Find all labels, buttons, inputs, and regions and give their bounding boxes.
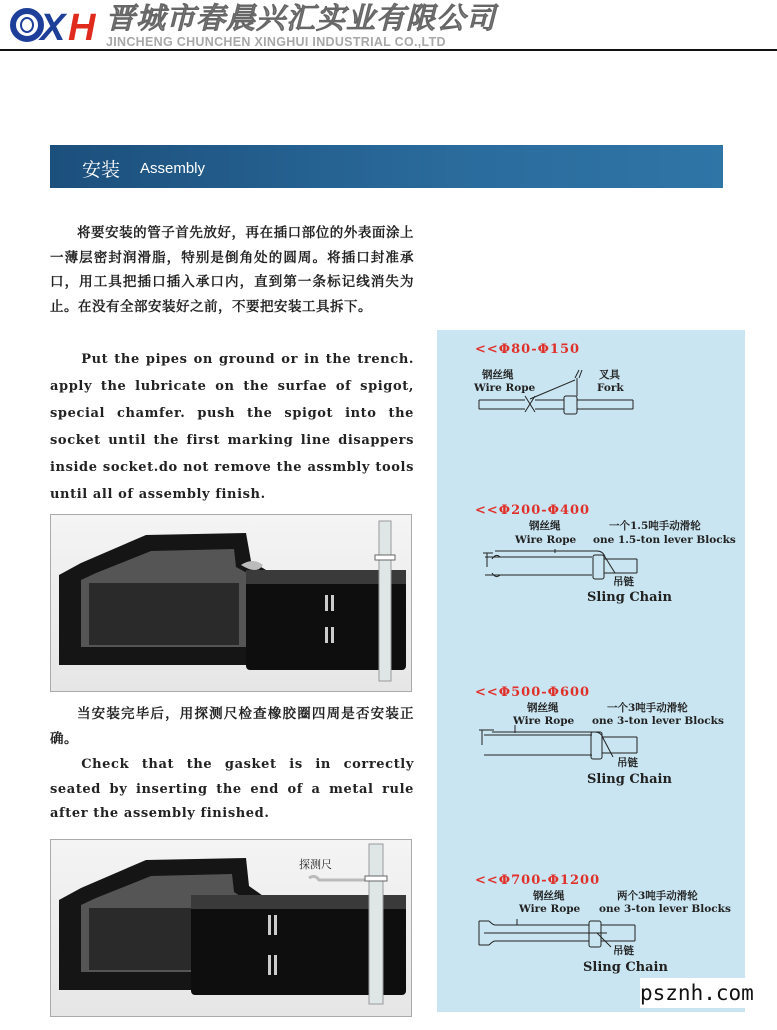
watermark: psznh.com xyxy=(640,978,777,1008)
wire-rope-label-en: Wire Rope xyxy=(474,382,536,394)
fork-label-cn: 叉具 xyxy=(599,369,620,381)
lever-block-label-en: one 3-ton lever Blocks xyxy=(599,903,731,915)
diameter-range: <<Φ500-Φ600 xyxy=(475,685,591,700)
wire-rope-label-cn: 钢丝绳 xyxy=(529,520,561,532)
section-banner xyxy=(50,145,723,188)
lever-block-label-cn: 两个3吨手动滑轮 xyxy=(617,890,698,902)
sling-chain-label-cn: 吊链 xyxy=(613,576,634,588)
sling-chain-label-cn: 吊链 xyxy=(613,945,634,957)
diameter-range: <<Φ80-Φ150 xyxy=(475,342,581,357)
pipe-chain-drawing xyxy=(437,503,745,593)
lever-block-label-en: one 3-ton lever Blocks xyxy=(592,715,724,727)
wire-rope-label-en: Wire Rope xyxy=(515,534,577,546)
lever-block-label-en: one 1.5-ton lever Blocks xyxy=(593,534,736,546)
sling-chain-label-en: Sling Chain xyxy=(583,960,668,975)
company-name-cn: 晋城市春晨兴汇实业有限公司 xyxy=(106,1,497,35)
wire-rope-label-en: Wire Rope xyxy=(519,903,581,915)
pipe-fork-drawing xyxy=(437,342,745,432)
wire-rope-label-cn: 钢丝绳 xyxy=(533,890,565,902)
assembly-text-en: Put the pipes on ground or in the trench. apply the lubricate on the surfae of spigot, special chamfer. push the spigot into the socket until the first marking line disappers inside socket.do not remove the assmbly tools until all of assembly finish. xyxy=(50,352,414,502)
check-text-en: Check that the gasket is in correctly seated by inserting the end of a metal rule after the assembly finished. xyxy=(50,757,414,821)
banner-title-cn: 安装 xyxy=(82,159,121,181)
diagram-200-400 xyxy=(437,503,745,633)
sling-chain-label-en: Sling Chain xyxy=(587,772,672,787)
wire-rope-label-en: Wire Rope xyxy=(513,715,575,727)
assembly-methods-panel xyxy=(437,330,745,1012)
sling-chain-label-en: Sling Chain xyxy=(587,590,672,605)
pipe-joint-figure-2 xyxy=(50,839,412,1017)
pipe-chain-drawing xyxy=(437,685,745,775)
pipe-joint-drawing xyxy=(51,840,411,1016)
fork-label-en: Fork xyxy=(597,382,624,394)
diagram-80-150 xyxy=(437,342,745,472)
company-logo xyxy=(10,4,102,46)
lever-block-label-cn: 一个1.5吨手动滑轮 xyxy=(609,520,701,532)
diagram-500-600 xyxy=(437,685,745,815)
wire-rope-label-cn: 钢丝绳 xyxy=(527,702,559,714)
company-name-en: JINCHENG CHUNCHEN XINGHUI INDUSTRIAL CO.,LTD xyxy=(106,35,446,49)
header-divider xyxy=(0,49,777,51)
pipe-joint-figure-1 xyxy=(50,514,412,692)
svg-text:H: H xyxy=(68,7,96,46)
metal-rule-label: 探测尺 xyxy=(299,858,332,871)
check-text-cn: 当安装完毕后，用探测尺检查橡胶圈四周是否安装正确。 xyxy=(50,706,414,747)
wire-rope-label-cn: 钢丝绳 xyxy=(482,369,514,381)
assembly-text-cn: 将要安装的管子首先放好，再在插口部位的外表面涂上一薄层密封润滑脂，特别是倒角处的圆周。将插口封准承口，用工具把插口插入承口内，直到第一条标记线消失为止。在没有全部安装好之前，不要把安装工具拆下。 xyxy=(50,225,414,315)
banner-title-en: Assembly xyxy=(140,160,206,177)
sling-chain-label-cn: 吊链 xyxy=(617,757,638,769)
diameter-range: <<Φ200-Φ400 xyxy=(475,503,591,518)
diameter-range: <<Φ700-Φ1200 xyxy=(475,873,601,888)
lever-block-label-cn: 一个3吨手动滑轮 xyxy=(607,702,688,714)
pipe-chain-drawing xyxy=(437,873,745,963)
svg-text:X: X xyxy=(40,7,66,46)
